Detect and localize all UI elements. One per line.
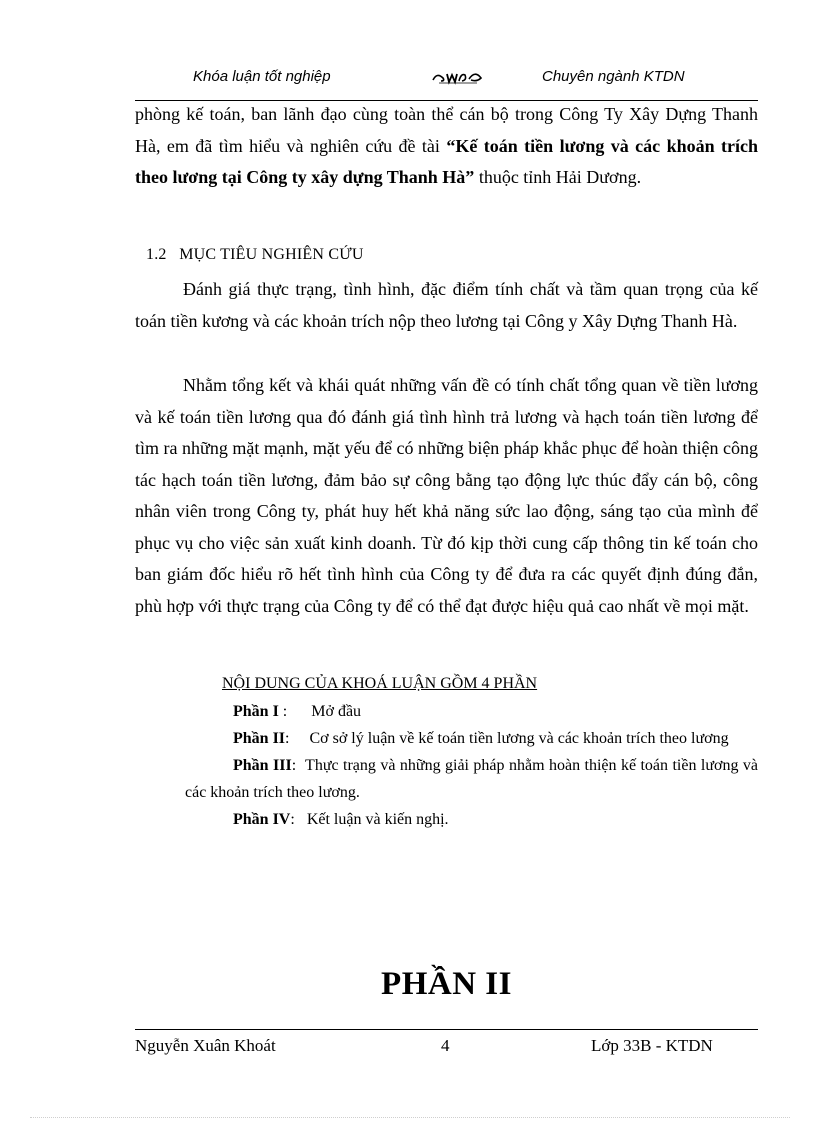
intro-text: phòng kế toán, ban lãnh đạo cùng toàn thể cán bộ trong Công Ty Xây Dựng Thanh Hà, em đã tìm hiểu và nghiên cứu đề tài (135, 104, 758, 156)
intro-text-end: thuộc tỉnh Hải Dương. (474, 167, 642, 187)
ornament-logo-icon (431, 68, 483, 86)
toc-item-label: Phần IV (233, 811, 291, 828)
part-title: PHẦN II (381, 966, 512, 1002)
objective-paragraph-2 (135, 370, 758, 622)
footer-rule (135, 1029, 758, 1030)
page-bottom-border (30, 1117, 790, 1118)
footer-author: Nguyễn Xuân Khoát (135, 1036, 276, 1055)
toc-item (185, 725, 758, 752)
footer-class: Lớp 33B - KTDN (591, 1036, 713, 1055)
paragraph-1-text: Đánh giá thực trạng, tình hình, đặc điểm tính chất và tầm quan trọng của kế toán tiền kương và các khoản trích nộp theo lương tại Công y Xây Dựng Thanh Hà. (135, 279, 758, 331)
toc-item (185, 806, 758, 833)
footer-page-number: 4 (441, 1036, 450, 1055)
section-number: 1.2 (146, 246, 167, 263)
header-left-text: Khóa luận tốt nghiệp (193, 68, 331, 85)
page-header (135, 66, 758, 96)
thesis-title: “Kế toán tiền lương và các khoản trích theo lương tại Công ty xây dựng Thanh Hà” (135, 135, 759, 187)
toc-item-text: Cơ sở lý luận về kế toán tiền lương và các khoản trích theo lương (309, 730, 729, 747)
objective-paragraph-1 (135, 274, 758, 337)
toc-list (185, 698, 758, 833)
toc-item-sep: : (290, 811, 295, 828)
toc-item (185, 752, 758, 806)
toc-title: NỘI DUNG CỦA KHOÁ LUẬN GỒM 4 PHẦN (222, 675, 538, 692)
toc-item-label: Phần III (233, 757, 292, 774)
toc-item-sep: : (291, 757, 297, 774)
section-title: MỤC TIÊU NGHIÊN CỨU (179, 246, 364, 263)
toc-item-sep: : (285, 730, 290, 747)
toc-item-sep: : (278, 703, 288, 720)
toc-item-text: Kết luận và kiến nghị. (306, 811, 449, 828)
header-right-text: Chuyên ngành KTDN (542, 68, 685, 85)
intro-paragraph (135, 99, 758, 194)
section-heading (146, 246, 364, 264)
toc-item-label: Phần I (233, 703, 279, 720)
toc-item-text: Thực trạng và những giải pháp nhằm hoàn thiện kế toán tiền lương và các khoản trích theo lương. (185, 757, 759, 801)
paragraph-2-text: Nhằm tổng kết và khái quát những vấn đề có tính chất tổng quan về tiền lương và kế toán tiền lương qua đó đánh giá tình hình trả lương và hạch toán tiền lương để tìm ra những mặt mạnh, mặt yếu để có những biện pháp khắc phục để hoàn thiện công tác hạch toán tiền lương, đảm bảo sự công bằng tạo động lực thúc đẩy cán bộ, công nhân viên trong Công ty, phát huy hết khả năng sức lao động, sáng tạo của mình để phục vụ cho việc sản xuất kinh doanh. Từ đó kịp thời cung cấp thông tin kế toán cho ban giám đốc hiểu rõ hết tình hình của Công ty để đưa ra các quyết định đúng đắn, phù hợp với thực trạng của Công ty để có thể đạt được hiệu quả cao nhất về mọi mặt. (135, 375, 758, 616)
toc-item-label: Phần II (233, 730, 286, 747)
toc-item-text: Mở đầu (311, 703, 362, 720)
toc-item (185, 698, 758, 725)
